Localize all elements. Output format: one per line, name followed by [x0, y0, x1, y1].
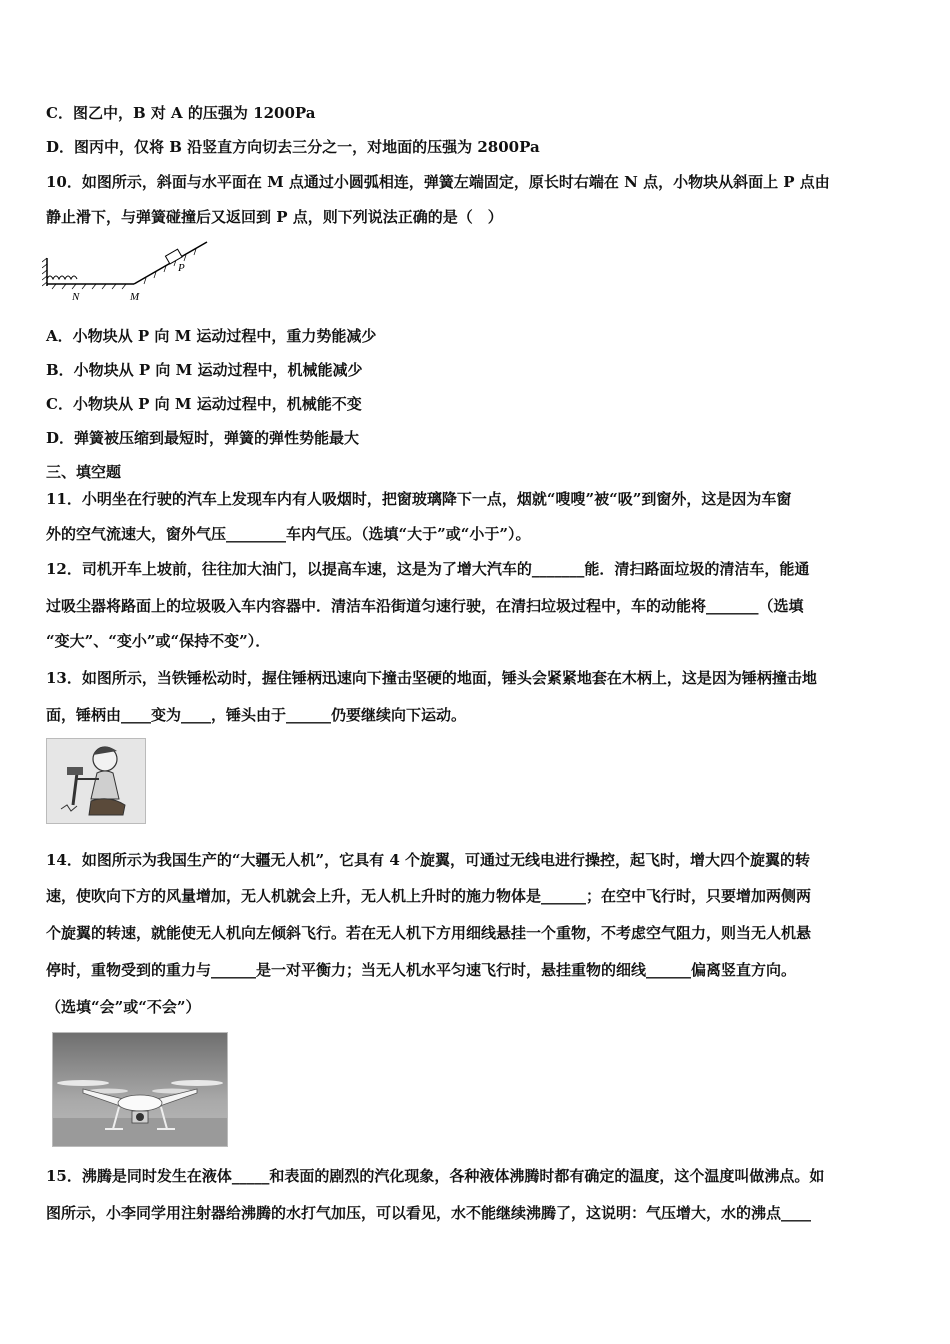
question-13-line2: 面，锤柄由____变为____，锤头由于______仍要继续向下运动。 — [46, 706, 467, 724]
option-b-q10: B．小物块从 P 向 M 运动过程中，机械能减少 — [46, 361, 363, 379]
option-d-q9: D．图丙中，仅将 B 沿竖直方向切去三分之一，对地面的压强为 2800Pa — [46, 138, 540, 156]
question-14-line5: （选填“会”或“不会”） — [46, 998, 201, 1016]
option-c-q10: C．小物块从 P 向 M 运动过程中，机械能不变 — [46, 395, 362, 413]
question-14-line1: 14．如图所示为我国生产的“大疆无人机”，它具有 4 个旋翼，可通过无线电进行操控，起飞时，增大四个旋翼的转 — [46, 851, 811, 869]
spring-coil — [47, 276, 77, 279]
question-14-line3: 个旋翼的转速，就能使无人机向左倾斜飞行。若在无人机下方用细线悬挂一个重物，不考虑空气阻力，则当无人机悬 — [46, 924, 812, 942]
question-14-line4: 停时，重物受到的重力与______是一对平衡力；当无人机水平匀速飞行时，悬挂重物的细线______偏离竖直方向。 — [46, 961, 797, 979]
label-p: P — [178, 262, 185, 274]
hammer-boy-illustration — [46, 738, 146, 824]
incline-spring-diagram — [42, 238, 212, 304]
question-15-line1: 15．沸腾是同时发生在液体_____和表面的剧烈的汽化现象，各种液体沸腾时都有确定的温度，这个温度叫做沸点。如 — [46, 1167, 825, 1185]
section-heading: 三、填空题 — [46, 463, 122, 481]
drone-photo — [52, 1032, 228, 1147]
question-14-line2: 速，使吹向下方的风量增加，无人机就会上升，无人机上升时的施力物体是______；在空中飞行时，只要增加两侧两 — [46, 887, 812, 905]
question-11-line1: 11．小明坐在行驶的汽车上发现车内有人吸烟时，把窗玻璃降下一点，烟就“嗖嗖”被“吸”到窗外，这是因为车窗 — [46, 490, 792, 508]
option-c-q9: C．图乙中，B 对 A 的压强为 1200Pa — [46, 104, 316, 122]
option-d-q10: D．弹簧被压缩到最短时，弹簧的弹性势能最大 — [46, 429, 360, 447]
question-10-line1: 10．如图所示，斜面与水平面在 M 点通过小圆弧相连，弹簧左端固定，原长时右端在 N 点，小物块从斜面上 P 点由 — [46, 173, 830, 191]
label-n: N — [72, 291, 80, 303]
question-10-line2: 静止滑下，与弹簧碰撞后又返回到 P 点，则下列说法正确的是（ ） — [46, 208, 503, 226]
question-12-line3: “变大”、“变小”或“保持不变”）． — [46, 632, 271, 650]
question-13-line1: 13．如图所示，当铁锤松动时，握住锤柄迅速向下撞击坚硬的地面，锤头会紧紧地套在木柄上，这是因为锤柄撞击地 — [46, 669, 817, 687]
label-m: M — [130, 291, 140, 303]
question-15-line2: 图所示，小李同学用注射器给沸腾的水打气加压，可以看见，水不能继续沸腾了，这说明：气压增大，水的沸点____ — [46, 1204, 812, 1222]
question-11-line2: 外的空气流速大，窗外气压________车内气压。（选填“大于”或“小于”）。 — [46, 525, 531, 543]
question-12-line1: 12．司机开车上坡前，往往加大油门，以提高车速，这是为了增大汽车的_______能．清扫路面垃圾的清洁车，能通 — [46, 560, 810, 578]
option-a-q10: A．小物块从 P 向 M 运动过程中，重力势能减少 — [46, 327, 377, 345]
question-12-line2: 过吸尘器将路面上的垃圾吸入车内容器中．清洁车沿街道匀速行驶，在清扫垃圾过程中，车的动能将_______（选填 — [46, 597, 804, 615]
